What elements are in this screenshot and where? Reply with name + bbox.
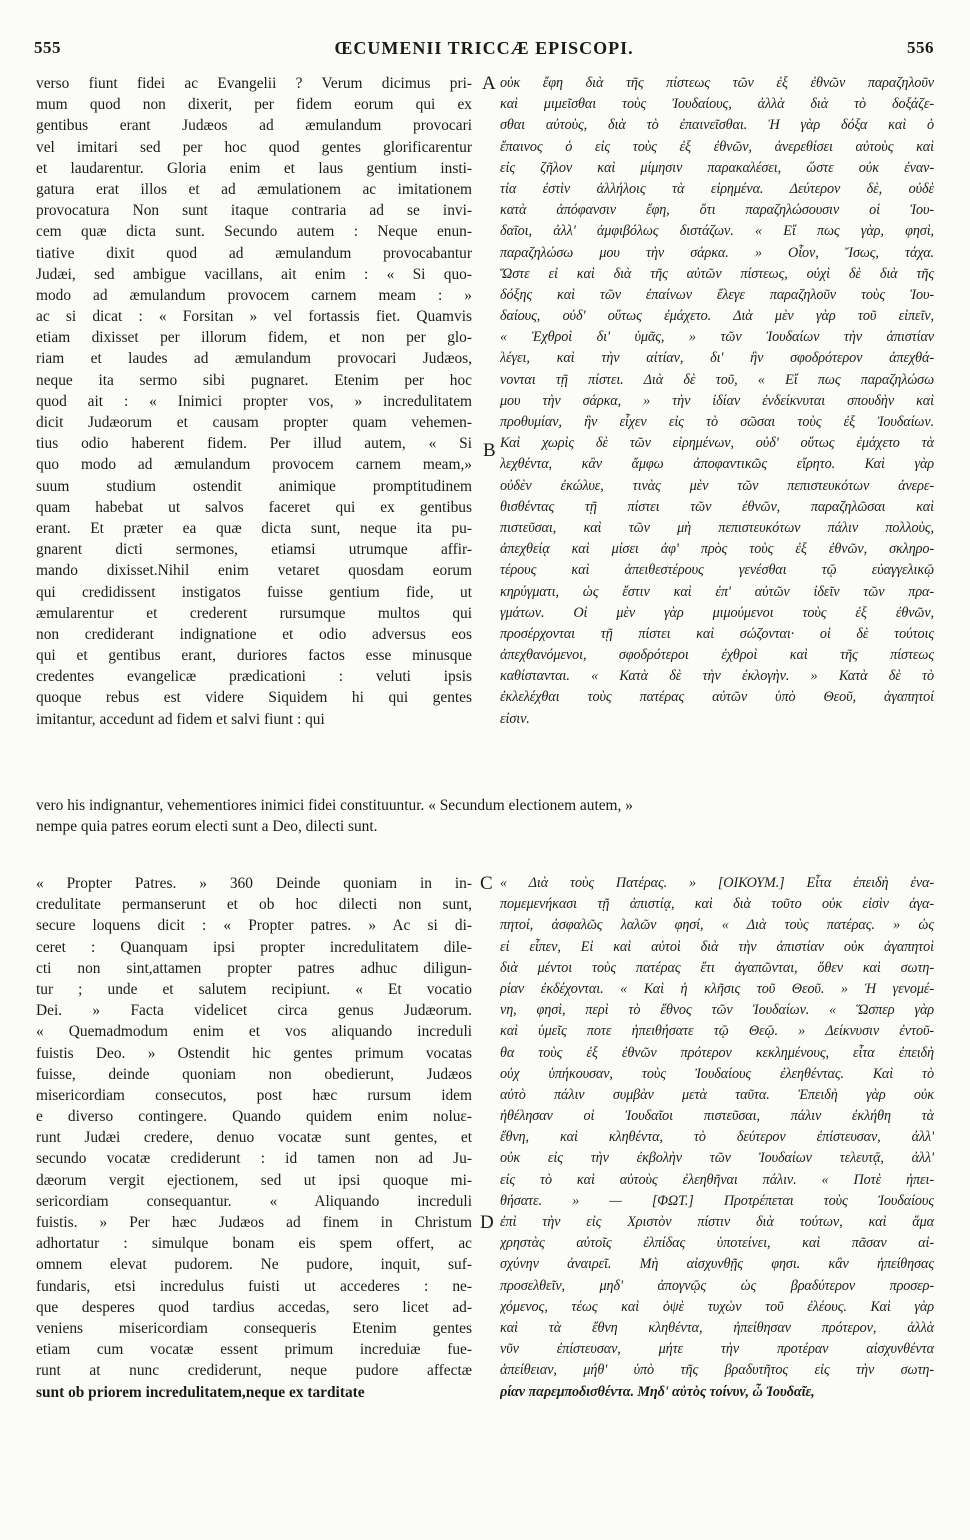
text-line: « Διὰ τοὺς Πατέρας. » [ΟΙΚΟΥΜ.] Εἶτα ἐπειδὴ ἐνα-: [500, 875, 934, 891]
text-line: omnem elevat pudorem. Ne pudore, inquit, suf-: [36, 1256, 472, 1274]
text-line: οὐδὲν ἐκώλυε, τινὰς μὲν τῶν πεπιστευκότων ἀνερε-: [500, 477, 934, 494]
text-line: σθαι αὐτοὺς, διὰ τὸ ἐπαινεῖσθαι. Ἡ γὰρ δόξα καὶ ὁ: [500, 117, 934, 134]
text-line: τία ἐστὶν ἀλλήλοις τὰ εἰρημένα. Δεύτερον δὲ, οὐδὲ: [500, 180, 934, 197]
margin-marker-a: A: [482, 73, 496, 94]
text-line: tur ; unde et salutem recipiunt. « Et vocatio: [36, 980, 472, 998]
text-line: προθυμίαν, ἣν εἶχεν εἰς τὸ σῶσαι τοὺς ἐξ Ἰουδαίων.: [500, 414, 934, 430]
text-line: ρίαν παρεμποδισθέντα. Μηδ' αὐτὸς τοίνυν, ὦ Ἰουδαῖε,: [500, 1383, 815, 1400]
text-line: εἰς τὸ καὶ αὐτοὺς ἐλεηθῆναι πάλιν. « Ποτὲ ἠπει-: [500, 1171, 934, 1188]
text-line: vel imitari sed per hoc quod gentes glorificarentur: [36, 138, 472, 156]
text-line: adhortatur : simulque bonam eis spem offert, ac: [36, 1235, 472, 1253]
greek-column-2: [500, 873, 934, 1403]
text-line: quod ait : « Inimici propter vos, » incredulitatem: [36, 392, 472, 410]
text-line: runt at nunc crediderunt, neque pudore affectæ: [36, 1362, 472, 1380]
text-line: οὐκ ἔφη διὰ τῆς πίστεως τῶν ἐξ ἐθνῶν παραζηλοῦν: [500, 75, 934, 91]
text-line: εἰς ζῆλον καὶ μίμησιν παρακαλέσει, ὥστε οὐκ ἐναν-: [500, 159, 934, 176]
text-line: θισθέντας τῇ πίστει τῶν ἐθνῶν, παραζηλῶσαι καὶ: [500, 498, 934, 515]
text-line: etiam cum vocatæ essent primum increduiæ fue-: [36, 1341, 472, 1359]
margin-marker-d: D: [480, 1212, 494, 1233]
margin-marker-b: B: [483, 440, 496, 461]
text-line: quoque rebus est videre Siquidem hi qui gentes: [36, 689, 472, 707]
text-line: οὐκ εἰς τὴν ἐκβολὴν τῶν Ἰουδαίων τελευτᾷ, ἀλλ': [500, 1150, 934, 1167]
text-line: τέρους καὶ ἀπειθεστέρους γενέσθαι τῷ εὐαγγελικῷ: [500, 562, 934, 579]
text-line: erant. Et præter ea quæ dicta sunt, neque ita pu-: [36, 519, 472, 537]
text-line: tius odio haberent fidem. Per illud autem, « Si: [36, 435, 472, 453]
text-line: δόξης καὶ τῶν ἐπαίνων ἔλεγε παραζηλοῦν τοὺς Ἰου-: [500, 286, 934, 303]
text-line: ἐπὶ τὴν εἰς Χριστὸν πίστιν διὰ τούτων, καὶ ἅμα: [500, 1214, 934, 1230]
text-line: πομεμενήκασι τῇ ἀπιστίᾳ, καὶ διὰ τοῦτο οὐκ εἰσὶν ἀγα-: [500, 896, 934, 913]
text-line: que desperes quod tardius accedas, sero licet ad-: [36, 1298, 472, 1316]
latin-column-2: [36, 873, 472, 1403]
text-line: γμάτων. Οἱ μὲν γὰρ μιμούμενοι τοὺς ἐξ ἐθνῶν,: [500, 604, 934, 621]
text-line: πιστεῦσαι, καὶ τῶν μὴ πεπιστευκότων πάλιν πολλοὺς,: [500, 519, 934, 536]
text-line: gnarent dicti sermones, etiamsi utrumque affir-: [36, 541, 472, 559]
running-title: ŒCUMENII TRICCÆ EPISCOPI.: [334, 38, 634, 58]
text-line: Judæi, sed ambigue vacillans, ait enim : « Si quo-: [36, 265, 472, 283]
text-line: gentibus erant Judæos ad æmulandum provocari: [36, 117, 472, 135]
text-line: Ὥστε εἰ καὶ διὰ τῆς αὐτῶν πίστεως, οὐχὶ δὲ διὰ τῆς: [500, 265, 934, 282]
text-line: dicit Judæorum et causam propter quam vehemen-: [36, 414, 472, 431]
text-line: tiative dixit quod ad æmulandum provocabantur: [36, 244, 472, 262]
text-line: mando dixisset.Nihil enim vetaret quosdam eorum: [36, 562, 472, 580]
full-width-latin-lines: [36, 795, 934, 837]
page-header: [34, 38, 934, 66]
text-line: credentes evangelicæ prædicationi : veluti ipsis: [36, 668, 472, 686]
text-line: καὶ μιμεῖσθαι τοὺς Ἰουδαίους, ἀλλὰ διὰ τὸ δοξάζε-: [500, 96, 934, 113]
text-line: « Propter Patres. » 360 Deinde quoniam in in-: [36, 875, 472, 892]
text-line: παραζηλώσω μου τὴν σάρκα. » Οἷον, Ἴσως, τάχα.: [500, 244, 934, 261]
text-line: πητοί, ἀσφαλῶς λαλῶν φησί, « Διὰ τοὺς πατέρας. » ὡς: [500, 917, 934, 934]
text-line: fuisse, deinde quoniam non obedierunt, Judæos: [36, 1065, 472, 1083]
text-line: θα τοὺς ἐξ ἐθνῶν πρότερον κεκλημένους, εἶτα ἐπειδὴ: [500, 1044, 934, 1061]
text-line: qui et gentibus erant, duriores factos esse minusque: [36, 647, 472, 665]
text-line: κηρύγματι, ὡς ἔστιν καὶ ἐπ' αὐτῶν ἰδεῖν τῶν πρα-: [500, 583, 934, 600]
text-line: νῦν ἐπίστευσαν, μήτε τὴν προτέραν αἰσχυνθέντα: [500, 1341, 934, 1358]
page-number-right: 556: [907, 38, 934, 57]
text-line: æmularentur et crederent rursumque multos qui: [36, 604, 472, 622]
text-line: Dei. » Facta videlicet circa genus Judæorum.: [36, 1002, 472, 1020]
text-line: ἀπεχθείᾳ καὶ μίσει ἀφ' πρὸς τοὺς ἐξ ἐθνῶν, σκληρο-: [500, 541, 934, 558]
text-line: mum quod non dixerit, per fidem eorum qui ex: [36, 96, 472, 114]
text-line: ἀπεχθανόμενοι, σφοδρότεροι ἐχθροὶ καὶ τῆς πίστεως: [500, 647, 934, 664]
text-line: cem quæ dicta sunt. Secundo autem : Neque enun-: [36, 223, 472, 241]
text-line: fuistis Deo. » Ostendit hic gentes primum vocatas: [36, 1044, 472, 1062]
text-line: σχύνην ἀναιρεῖ. Μὴ αἰσχυνθῇς φησι. κἂν ἠπείθησας: [500, 1256, 934, 1273]
text-line: secure loquens dicit : « Propter patres. » Ac si di-: [36, 917, 472, 935]
text-line: θήσατε. » — [ΦΩΤ.] Προτρέπεται τοὺς Ἰουδαίους: [500, 1192, 934, 1209]
text-line: δαῖοι, ἀλλ' ἀμφιβόλως διστάζων. « Εἴ πως γὰρ, φησὶ,: [500, 223, 934, 240]
text-line: προσελθεῖν, μηδ' ἀπογνῷς ὡς βραδύτερον προσερ-: [500, 1277, 934, 1294]
text-line: ac si dicat : « Forsitan » vel fortassis fiet. Quamvis: [36, 308, 472, 326]
text-line: quam habebat ut salvos faceret qui ex gentibus: [36, 498, 472, 516]
text-line: λεχθέντα, κἂν ἄμφω ἀποφαντικῶς εἴρητο. Καὶ γὰρ: [500, 456, 934, 473]
text-line: καὶ ὑμεῖς ποτε ἠπειθήσατε τῷ Θεῷ. » Δείκνυσιν ἐντοῦ-: [500, 1023, 934, 1040]
text-line: fuistis. » Per hæc Judæos ad finem in Christum: [36, 1214, 472, 1231]
text-line: κατὰ ἀπόφανσιν ἔφη, ὅτι παραζηλώσουσιν οἱ Ἰου-: [500, 202, 934, 219]
text-line: ἀπείθειαν, μήθ' ὑπὸ τῆς βραδυτῆτος εἰς τὴν σωτη-: [500, 1362, 934, 1379]
text-line: modo ad æmulandum provocem carnem meam : »: [36, 286, 472, 304]
text-line: etiam dixisset per illorum fidem, et non per glo-: [36, 329, 472, 347]
text-line: et laudarentur. Gloria enim et laus gentium insti-: [36, 159, 472, 177]
text-line: δαίους, οὐδ' οὕτως ἐμάχετο. Διὰ μὲν γὰρ τοῦ εἰπεῖν,: [500, 308, 934, 325]
text-line: cti non sint,attamen propter patres adhuc diligun-: [36, 959, 472, 977]
text-line: χόμενος, τέως καὶ ὀψὲ τυχὼν τοῦ ἐλέους. Καὶ γὰρ: [500, 1298, 934, 1315]
text-line: Καὶ χωρὶς δὲ τῶν εἰρημένων, οὐδ' οὕτως ἐμάχετο τὰ: [500, 435, 934, 452]
text-line: sericordiam consequantur. « Aliquando increduli: [36, 1192, 472, 1210]
text-line: credulitate permanserunt et ob hoc dilecti non sunt,: [36, 896, 472, 914]
text-line: e diverso contingere. Quando quidem enim noluε-: [36, 1108, 472, 1126]
text-line: runt Judæi credere, denuo vocatæ sunt gentes, et: [36, 1129, 472, 1147]
text-line: ἔθνη, καὶ κληθέντα, τὸ δεύτερον ἐπίστευσαν, ἀλλ': [500, 1129, 934, 1146]
text-line: χρηστὰς αὐτοῖς ἐλπίδας ὑποτείνει, καὶ πᾶσαν αἰ-: [500, 1235, 934, 1252]
text-line: ἐκλελέχθαι τοὺς πατέρας αὐτῶν ὑπὸ Θεοῦ, ἀγαπητοί: [500, 689, 934, 706]
text-line: αὐτὸ πάλιν συμβὰν μετὰ ταῦτα. Ἐπειδὴ γὰρ οὐκ: [500, 1086, 934, 1103]
text-line: προσέρχονται τῇ πίστει καὶ σώζονται· οἱ δὲ τούτοις: [500, 625, 934, 642]
text-line: veniens misericordiam consequeris Etenim gentes: [36, 1319, 472, 1337]
text-line: quo modo ad æmulandum provocem carnem meam,»: [36, 456, 472, 474]
text-line: ἔπαινος ὁ εἰς τοὺς ἐξ ἐθνῶν, ἀνερεθίσει αὐτοὺς καὶ: [500, 138, 934, 155]
text-line: riam et laudes ad æmulandum provocari Judæos,: [36, 350, 472, 368]
text-line: vero his indignantur, vehementiores inimici fidei constituuntur. « Secundum electionem autem, »: [36, 797, 633, 814]
text-line: neque ita sermo sibi pugnaret. Etenim per hoc: [36, 371, 472, 389]
latin-column-1: [36, 73, 472, 730]
margin-marker-c: C: [480, 873, 493, 894]
text-line: verso fiunt fidei ac Evangelii ? Verum dicimus pri-: [36, 75, 472, 92]
greek-column-1: [500, 73, 934, 730]
text-line: « Quemadmodum enim et vos aliquando increduli: [36, 1023, 472, 1041]
text-line: εἰ εἶπεν, Εἰ καὶ αὐτοὶ διὰ τὴν ἀπιστίαν οὐκ ἀγαπητοὶ: [500, 938, 934, 955]
text-line: sunt ob priorem incredulitatem,neque ex tarditate: [36, 1383, 365, 1401]
text-line: imitantur, accedunt ad fidem et salvi fiunt : qui: [36, 710, 325, 728]
text-line: fundaris, etsi incredulus fuisti ut accederes : ne-: [36, 1277, 472, 1295]
text-line: nempe quia patres eorum electi sunt a Deo, dilecti sunt.: [36, 818, 378, 836]
text-line: μου τὴν σάρκα, » τὴν ἰδίαν ἐνδείκνυται σπουδὴν καὶ: [500, 392, 934, 409]
text-line: καὶ τὰ ἔθνη κληθέντα, ἠπείθησαν πρότερον, ἀλλὰ: [500, 1319, 934, 1336]
text-line: misericordiam consecutos, post hæc rursum idem: [36, 1086, 472, 1104]
text-line: ρίαν ἐκδέχονται. « Καὶ ἡ κλῆσις τοῦ Θεοῦ. » Ἡ γενομέ-: [500, 980, 934, 997]
text-line: qui credidissent instigatos fuisse gentium fide, ut: [36, 583, 472, 601]
text-line: non crediderant indignatione et odio adversus eos: [36, 625, 472, 643]
text-line: εἰσιν.: [500, 710, 530, 727]
text-line: καθίστανται. « Κατὰ δὲ τὴν ἐκλογὴν. » Κατὰ δὲ τὸ: [500, 668, 934, 685]
text-line: provocatura Non sunt itaque contraria ad se invi-: [36, 202, 472, 220]
page-number-left: 555: [34, 38, 61, 57]
text-line: λέγει, καὶ τὴν αἰτίαν, δι' ἣν σφοδρότερον ἀπεχθά-: [500, 350, 934, 367]
text-line: « Ἐχθροὶ δι' ὑμᾶς, » τῶν Ἰουδαίων τὴν ἀπιστίαν: [500, 329, 934, 346]
text-line: διὰ μέντοι τοὺς πατέρας ἔτι ἀγαπῶνται, ὅθεν καὶ σωτη-: [500, 959, 934, 976]
text-line: secundo vocatæ crediderunt : id tamen non ad Ju-: [36, 1150, 472, 1168]
text-line: νη, φησὶ, περὶ τὸ ἔθνος τῶν Ἰουδαίων. « Ὥσπερ γὰρ: [500, 1002, 934, 1019]
text-line: οὐχ ὑπήκουσαν, τοὺς Ἰουδαίους ἐλεηθέντας. Καὶ τὸ: [500, 1065, 934, 1082]
text-line: ἠθέλησαν οἱ Ἰουδαῖοι πιστεῦσαι, πάλιν ἐκλήθη τὰ: [500, 1108, 934, 1125]
text-line: νονται τῇ πίστει. Διὰ δὲ τοῦ, « Εἴ πως παραζηλώσω: [500, 371, 934, 388]
text-line: suum studium ostendit animique promptitudinem: [36, 477, 472, 495]
text-line: dæorum vergit ejectionem, sed ut ipsi quoque mi-: [36, 1171, 472, 1189]
text-line: gatura erat illos et ad æmulationem ac imitationem: [36, 180, 472, 198]
text-line: ceret : Quanquam ipsi propter incredulitatem dile-: [36, 938, 472, 956]
